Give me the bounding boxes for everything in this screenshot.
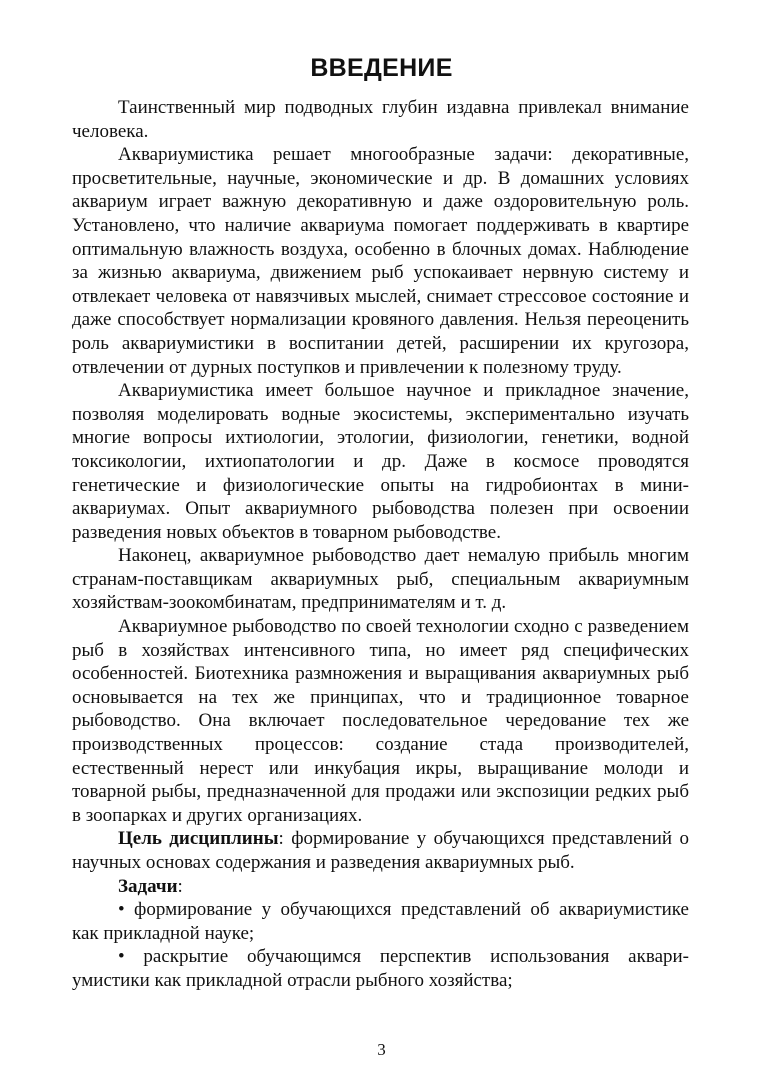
- tasks-label: Задачи: [118, 875, 178, 897]
- paragraph-scientific-value: Аквариумистика имеет большое научное и прикладное значение, позволяя моделировать водные экосистемы, экспериментально изучать многие вопросы ихтиологии, этологии, физиологии, генетики, водной токсикологии, ихтиопатологии и др. Даже в космосе проводятся генетические и физиологические опыты на гидробионтах в мини-аквариумах. Опыт аквариумного рыбоводства полезен при освоении разведения новых объектов в товарном рыбоводстве.: [72, 380, 689, 543]
- paragraph-tasks-heading: [72, 875, 689, 899]
- paragraph-intro: Таинственный мир подводных глубин издавна привлекал внимание человека.: [72, 97, 689, 142]
- list-item: • формирование у обучающихся представлений об аквариумистике как прикладной науке;: [72, 899, 689, 944]
- goal-label: Цель дисциплины: [118, 828, 279, 850]
- paragraph-technology: Аквариумное рыбоводство по своей технологии сходно с разведением рыб в хозяйствах интенсивного типа, но имеет ряд специфических особенностей. Биотехника размножения и выращивания аквариумных рыб основывается на тех же принципах, что и традиционное товарное рыбоводство. Она включает последовательное чередование тех же производственных процессов: создание стада производителей, естественный нерест или инкубация икры, выращивание молоди и товарной рыбы, предназначенной для продажи или экспозиции редких рыб в зоопарках и других организациях.: [72, 616, 689, 826]
- paragraph-tasks-of-aquaristics: Аквариумистика решает многообразные задачи: декоративные, просветительные, научные, экономические и др. В домашних условиях аквариум играет важную декоративную и даже оздоровительную роль. Установлено, что наличие аквариума помогает поддерживать в квартире оптимальную влажность воздуха, особенно в блочных домах. Наблюдение за жизнью аквариума, движением рыб успокаивает нервную систему и отвлекает человека от навязчивых мыслей, снимает стрессовое состояние и даже способствует нормализации кровяного давления. Нельзя переоценить роль аквариумистики в воспитании детей, расширении их кругозора, отвлечении от дурных поступков и привлечении к полезному труду.: [72, 144, 689, 378]
- goal-text: : формирование у обучающихся представлений о научных основах содержания и разведения аквариумных рыб.: [72, 828, 689, 873]
- paragraph-profit: Наконец, аквариумное рыбоводство дает немалую прибыль многим странам-поставщикам аквариумных рыб, специальным аквариумным хозяйствам-зоокомбинатам, предпринимателям и т. д.: [72, 545, 689, 614]
- tasks-suffix: :: [177, 875, 183, 897]
- paragraph-goal: [72, 827, 689, 874]
- page-title: ВВЕДЕНИЕ: [310, 54, 453, 82]
- list-item: • раскрытие обучающимся перспектив использования аквариумистики как прикладной отрасли рыбного хозяйства;: [72, 946, 689, 991]
- page-number: 3: [377, 1040, 386, 1059]
- body-text: [72, 96, 689, 993]
